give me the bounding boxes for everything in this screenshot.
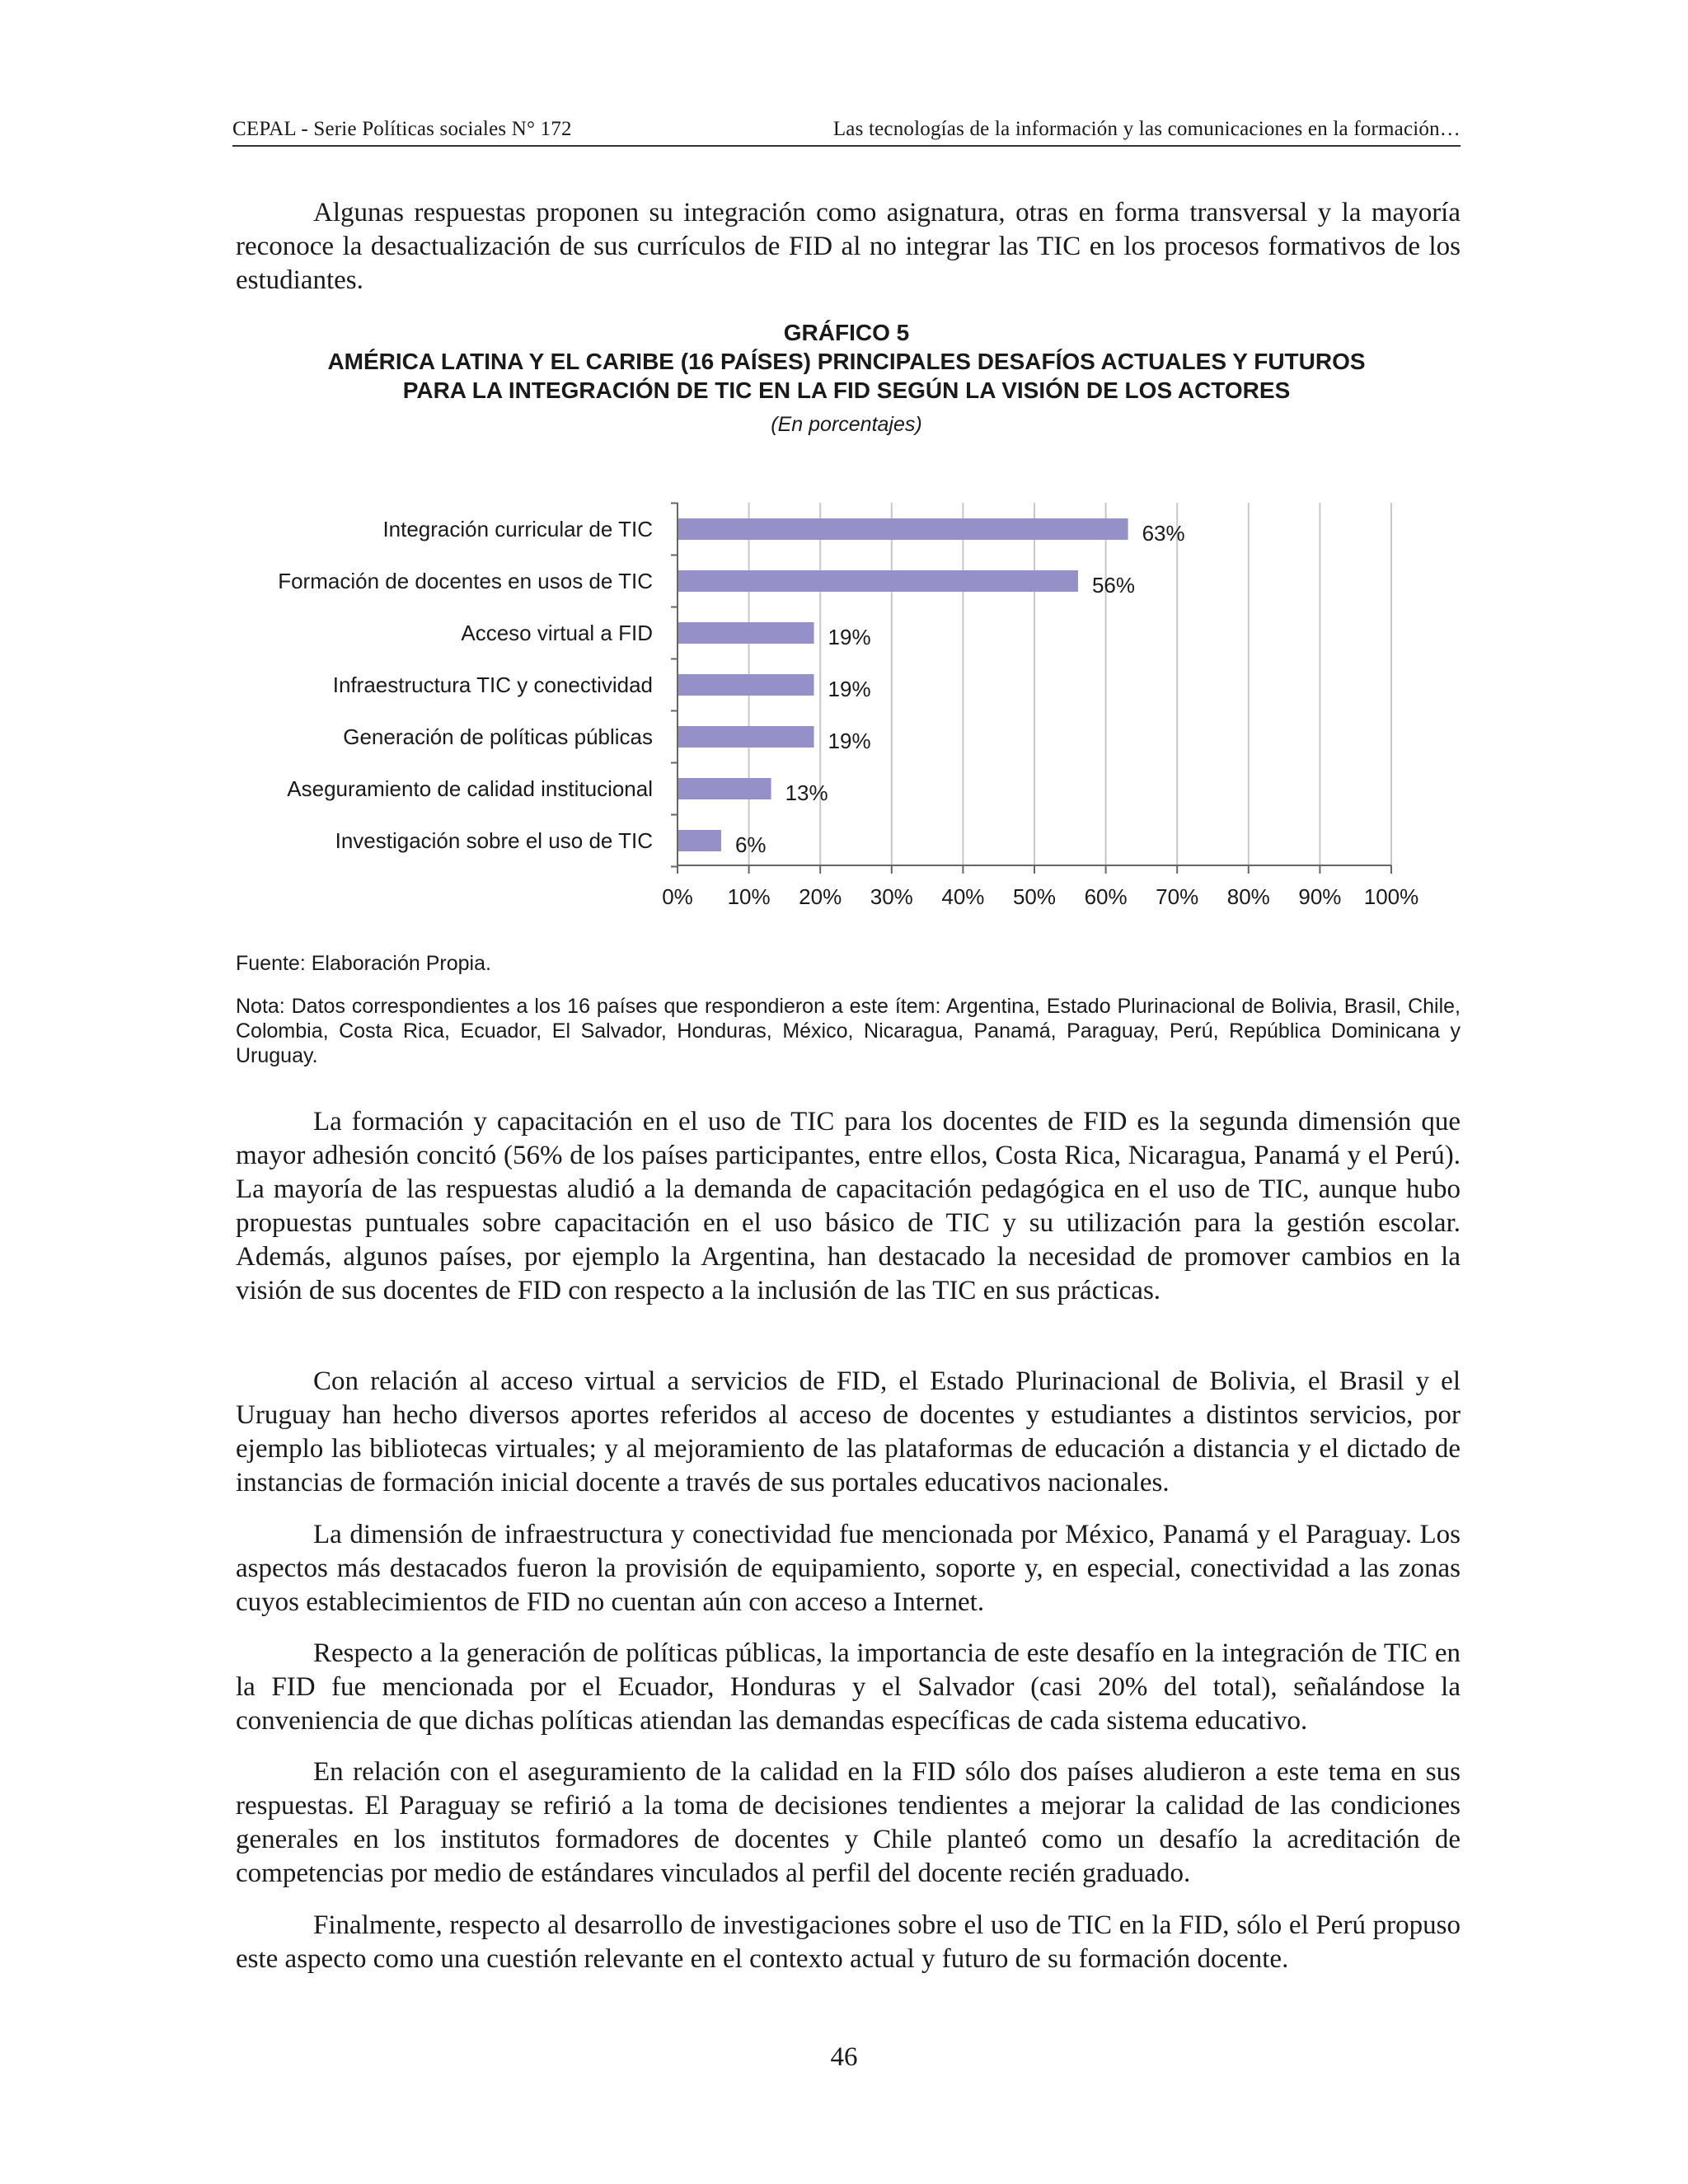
x-tick-label: 60% — [1084, 884, 1128, 909]
body-paragraph-2: Con relación al acceso virtual a servicios de FID, el Estado Plurinacional de Bolivia, el Brasil y el Uruguay han hecho diversos aportes referidos al acceso de docentes y estudiantes a distintos servicios, por ejemplo las bibliotecas virtuales; y al mejoramiento de las plataformas de educación a distancia y el dictado de instancias de formación inicial docente a través de sus portales educativos nacionales. — [236, 1366, 1461, 1497]
x-tick-label: 70% — [1156, 884, 1199, 909]
body-paragraph-1: La formación y capacitación en el uso de TIC para los docentes de FID es la segunda dimensión que mayor adhesión concitó (56% de los países participantes, entre ellos, Costa Rica, Nicaragua, Panamá y el Perú). La mayoría de las respuestas aludió a la demanda de capacitación pedagógica en el uso de TIC, aunque hubo propuestas puntuales sobre capacitación en el uso básico de TIC y su utilización para la gestión escolar. Además, algunos países, por ejemplo la Argentina, han destacado la necesidad de promover cambios en la visión de sus docentes de FID con respecto a la inclusión de las TIC en sus prácticas. — [236, 1107, 1461, 1305]
category-label: Acceso virtual a FID — [461, 621, 653, 645]
x-tick-label: 40% — [941, 884, 985, 909]
value-label: 63% — [1142, 521, 1185, 546]
figure-title-line-2: PARA LA INTEGRACIÓN DE TIC EN LA FID SEGÚN LA VISIÓN DE LOS ACTORES — [402, 377, 1291, 403]
body-paragraph-3: La dimensión de infraestructura y conectividad fue mencionada por México, Panamá y el Paraguay. Los aspectos más destacados fueron la provisión de equipamiento, soporte y, en especial, conectividad a las zonas cuyos establecimientos de FID no cuentan aún con acceso a Internet. — [236, 1520, 1461, 1617]
x-tick-label: 0% — [662, 884, 693, 909]
value-label: 6% — [734, 832, 767, 857]
value-label: 13% — [785, 780, 828, 805]
header-series: CEPAL - Serie Políticas sociales N° 172 — [232, 118, 572, 140]
category-label: Infraestructura TIC y conectividad — [332, 673, 653, 697]
page-number: 46 — [830, 2042, 858, 2072]
category-label: Investigación sobre el uso de TIC — [335, 828, 653, 853]
x-tick-label: 80% — [1226, 884, 1270, 909]
x-tick-label: 50% — [1012, 884, 1057, 909]
body-paragraph-4: Respecto a la generación de políticas públicas, la importancia de este desafío en la integración de TIC en la FID fue mencionada por el Ecuador, Honduras y el Salvador (casi 20% del total), señalándose la conveniencia de que dichas políticas atiendan las demandas específicas de cada sistema educativo. — [236, 1638, 1461, 1736]
x-tick-label: 20% — [799, 884, 842, 909]
running-header — [232, 118, 1461, 141]
bar — [678, 570, 1078, 592]
bar — [678, 622, 814, 644]
header-rule — [232, 145, 1461, 147]
x-tick-label: 100% — [1363, 884, 1419, 909]
body-paragraph-6: Finalmente, respecto al desarrollo de investigaciones sobre el uso de TIC en la FID, sólo el Perú propuso este aspecto como una cuestión relevante en el contexto actual y futuro de su formación docente. — [236, 1910, 1461, 1974]
bar — [678, 518, 1128, 540]
value-label: 19% — [828, 625, 871, 649]
bar — [678, 674, 814, 696]
bar — [678, 778, 771, 799]
intro-paragraph: Algunas respuestas proponen su integración como asignatura, otras en forma transversal y la mayoría reconoce la desactualización de sus currículos de FID al no integrar las TIC en los procesos formativos de los estudiantes. — [236, 198, 1461, 295]
body-paragraph-5: En relación con el aseguramiento de la calidad en la FID sólo dos países aludieron a este tema en sus respuestas. El Paraguay se refirió a la toma de decisiones tendientes a mejorar la calidad de las condiciones generales en los institutos formadores de docentes y Chile planteó como un desafío la acreditación de competencias por medio de estándares vinculados al perfil del docente recién graduado. — [236, 1757, 1461, 1888]
figure-label: GRÁFICO 5 — [783, 320, 910, 345]
header-title: Las tecnologías de la información y las comunicaciones en la formación… — [832, 118, 1461, 140]
figure-subtitle: (En porcentajes) — [771, 413, 922, 436]
figure-title-line-1: AMÉRICA LATINA Y EL CARIBE (16 PAÍSES) PRINCIPALES DESAFÍOS ACTUALES Y FUTUROS — [327, 349, 1366, 374]
value-label: 19% — [828, 677, 871, 701]
figure-source: Fuente: Elaboración Propia. — [236, 952, 491, 975]
value-label: 19% — [828, 729, 871, 753]
category-label: Formación de docentes en usos de TIC — [278, 569, 653, 593]
bar-chart — [0, 486, 1688, 923]
x-tick-label: 90% — [1298, 884, 1342, 909]
figure-note: Nota: Datos correspondientes a los 16 países que respondieron a este ítem: Argentina, Estado Plurinacional de Bolivia, Brasil, Chile, Colombia, Costa Rica, Ecuador, El Salvador, Honduras, México, Nicaragua, Panamá, Paraguay, Perú, República Dominicana y Uruguay. — [236, 995, 1461, 1067]
category-label: Integración curricular de TIC — [382, 517, 653, 541]
category-label: Generación de políticas públicas — [343, 724, 653, 749]
bar — [678, 726, 814, 748]
bar — [678, 830, 721, 851]
x-tick-label: 10% — [727, 884, 771, 909]
category-label: Aseguramiento de calidad institucional — [287, 776, 653, 801]
value-label: 56% — [1091, 573, 1136, 598]
x-tick-label: 30% — [870, 884, 913, 909]
